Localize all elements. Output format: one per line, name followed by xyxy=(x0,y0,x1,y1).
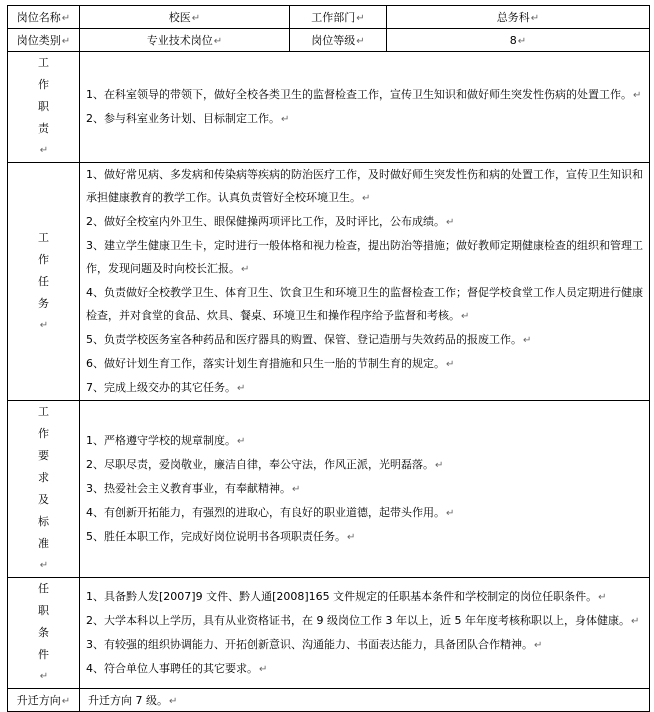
list-item: 6、做好计划生育工作，落实计划生育措施和只生一胎的节制生育的规定。↵ xyxy=(86,357,455,370)
list-item: 7、完成上级交办的其它任务。↵ xyxy=(86,381,246,394)
list-item: 1、在科室领导的带领下，做好全校各类卫生的监督检查工作，宣传卫生知识和做好师生突发性伤病的处置工作。↵ xyxy=(86,88,642,101)
list-item: 2、尽职尽责，爱岗敬业，廉洁自律，奉公守法，作风正派，光明磊落。↵ xyxy=(86,458,444,471)
list-item: 5、胜任本职工作，完成好岗位说明书各项职责任务。↵ xyxy=(86,530,356,543)
footer-row xyxy=(8,689,650,712)
job-description-table xyxy=(7,5,650,712)
section-qualifications xyxy=(8,578,650,689)
section-body xyxy=(80,401,650,578)
section-body xyxy=(80,52,650,163)
section-body xyxy=(80,163,650,401)
list-item: 2、做好全校室内外卫生、眼保健操两项评比工作，及时评比，公布成绩。↵ xyxy=(86,215,455,228)
department-label: 工作部门↵ xyxy=(290,6,387,29)
position-category-label: 岗位类别↵ xyxy=(8,29,80,52)
list-item: 2、大学本科以上学历，具有从业资格证书，在 9 级岗位工作 3 年以上，近 5 年年度考核称职以上，身体健康。↵ xyxy=(86,614,640,627)
list-item: 4、负责做好全校教学卫生、体育卫生、饮食卫生和环境卫生的监督检查工作；督促学校食堂工作人员定期进行健康检查，并对食堂的食品、炊具、餐桌、环境卫生和操作程序给予监督和考核。↵ xyxy=(86,286,643,322)
section-label: 工 作 要 求 及 标 准 ↵ xyxy=(8,401,80,578)
promotion-value: 升迁方向 7 级。↵ xyxy=(80,689,650,712)
list-item: 1、具备黔人发[2007]9 文件、黔人通[2008]165 文件规定的任职基本条件和学校制定的岗位任职条件。↵ xyxy=(86,590,607,603)
position-name-value: 校医↵ xyxy=(80,6,290,29)
list-item: 3、有较强的组织协调能力、开拓创新意识、沟通能力、书面表达能力，具备团队合作精神。↵ xyxy=(86,638,543,651)
position-category-value: 专业技术岗位↵ xyxy=(80,29,290,52)
header-row-1 xyxy=(8,6,650,29)
list-item: 1、做好常见病、多发病和传染病等疾病的防治医疗工作，及时做好师生突发性伤和病的处置工作，宣传卫生知识和承担健康教育的教学工作。认真负责管好全校环境卫生。↵ xyxy=(86,168,643,204)
list-item: 4、符合单位人事聘任的其它要求。↵ xyxy=(86,662,268,675)
section-label: 工 作 任 务 ↵ xyxy=(8,163,80,401)
section-requirements xyxy=(8,401,650,578)
promotion-label: 升迁方向↵ xyxy=(8,689,80,712)
section-label: 工 作 职 责 ↵ xyxy=(8,52,80,163)
list-item: 2、参与科室业务计划、目标制定工作。↵ xyxy=(86,112,290,125)
list-item: 1、严格遵守学校的规章制度。↵ xyxy=(86,434,246,447)
position-grade-value: 8↵ xyxy=(387,29,650,52)
job-description-document xyxy=(7,5,649,707)
position-grade-label: 岗位等级↵ xyxy=(290,29,387,52)
section-body xyxy=(80,578,650,689)
list-item: 3、建立学生健康卫生卡，定时进行一般体格和视力检查，提出防治等措施；做好教师定期健康检查的组织和管理工作，发现问题及时向校长汇报。↵ xyxy=(86,239,643,275)
list-item: 4、有创新开拓能力，有强烈的进取心，有良好的职业道德，起带头作用。↵ xyxy=(86,506,455,519)
list-item: 3、热爱社会主义教育事业，有奉献精神。↵ xyxy=(86,482,301,495)
department-value: 总务科↵ xyxy=(387,6,650,29)
section-responsibilities xyxy=(8,52,650,163)
list-item: 5、负责学校医务室各种药品和医疗器具的购置、保管、登记造册与失效药品的报废工作。↵ xyxy=(86,333,532,346)
section-tasks xyxy=(8,163,650,401)
position-name-label: 岗位名称↵ xyxy=(8,6,80,29)
header-row-2 xyxy=(8,29,650,52)
section-label: 任 职 条 件 ↵ xyxy=(8,578,80,689)
